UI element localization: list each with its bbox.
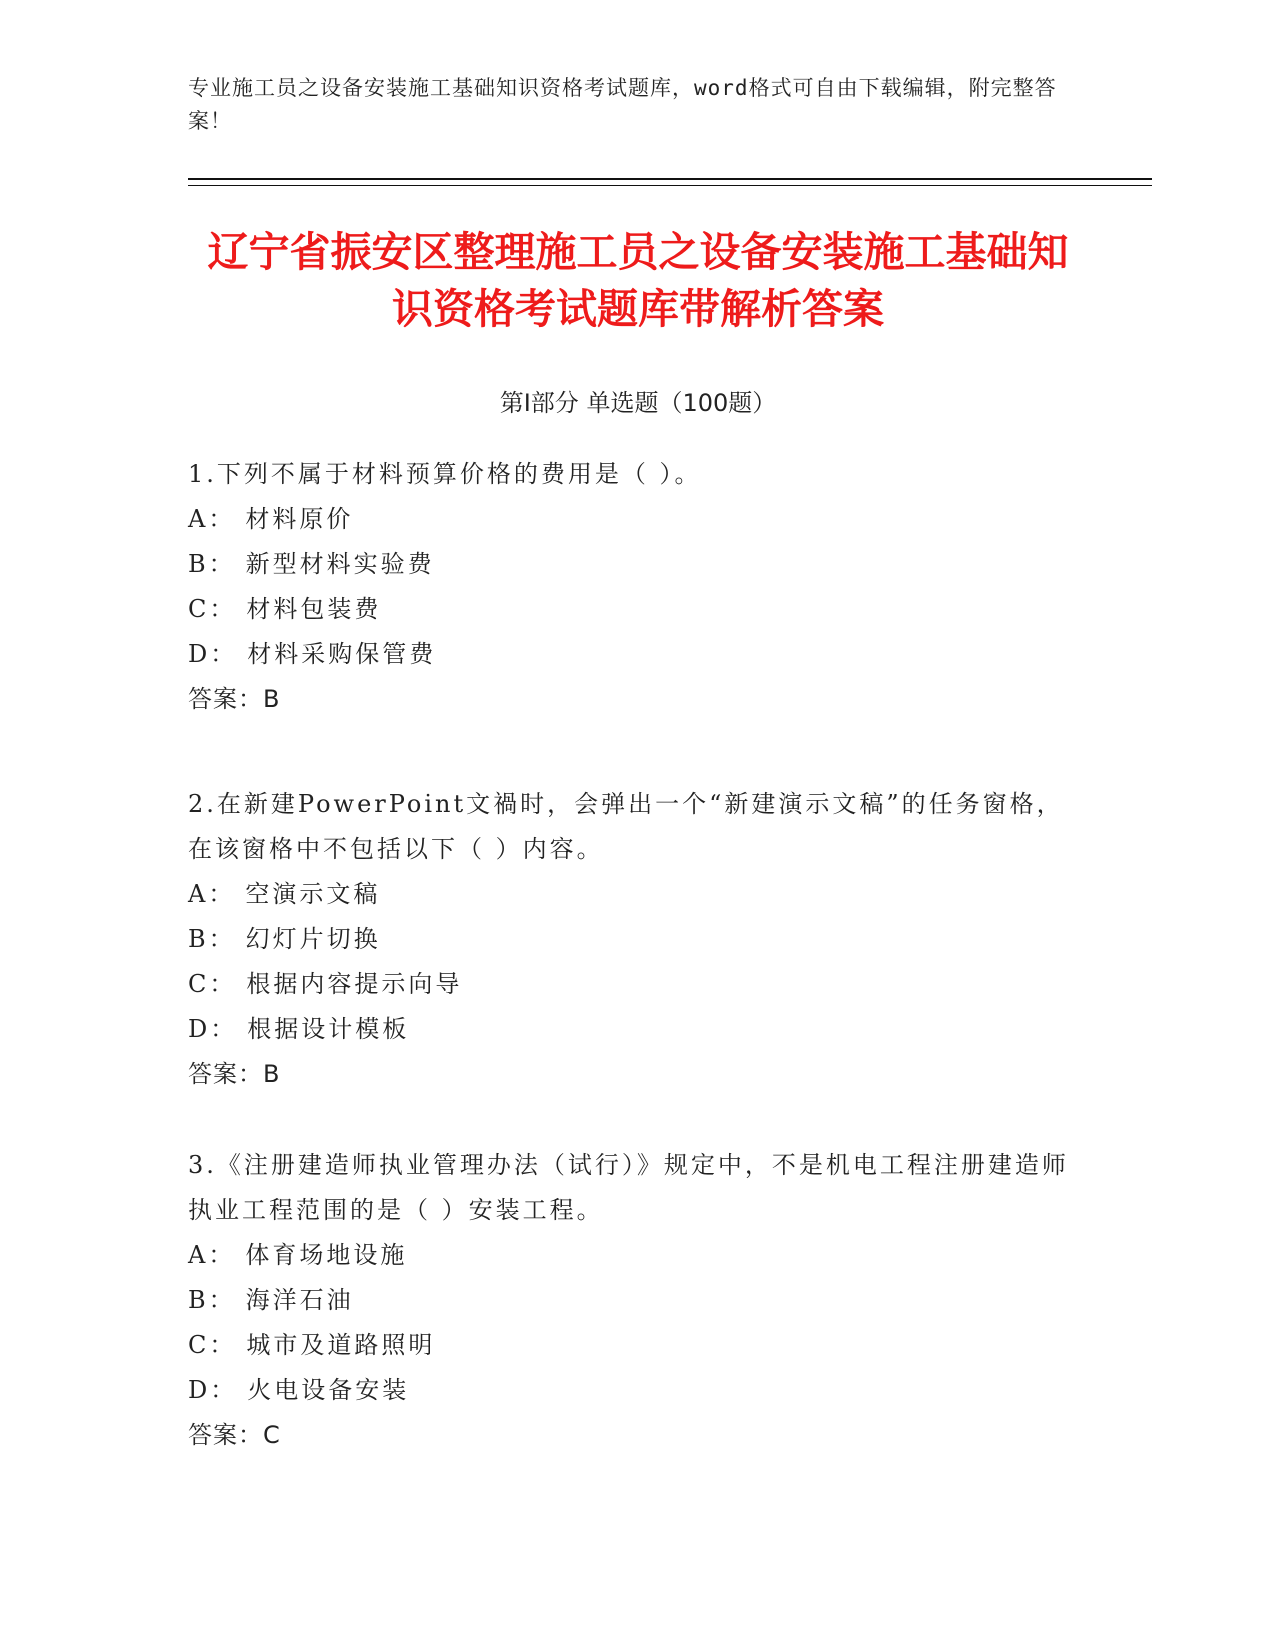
option-a	[188, 872, 1088, 917]
option-letter: C	[188, 1331, 210, 1359]
option-text: 火电设备安装	[247, 1376, 410, 1404]
option-separator: ：	[209, 1331, 237, 1359]
option-separator: ：	[208, 550, 236, 578]
option-text: 材料包装费	[246, 595, 382, 623]
option-text: 根据设计模板	[247, 1015, 410, 1043]
option-letter: B	[188, 925, 209, 953]
option-letter: D	[188, 1376, 211, 1404]
header-divider-thin	[188, 185, 1152, 186]
option-separator: ：	[210, 640, 238, 668]
option-separator: ：	[210, 1376, 238, 1404]
answer-line: 答案：B	[188, 1060, 281, 1088]
question-2	[188, 782, 1088, 1097]
option-text: 城市及道路照明	[246, 1331, 436, 1359]
option-text: 新型材料实验费	[245, 550, 435, 578]
option-letter: C	[188, 595, 210, 623]
option-letter: D	[188, 1015, 211, 1043]
option-text: 海洋石油	[245, 1286, 354, 1314]
option-letter: A	[188, 880, 209, 908]
option-text: 材料原价	[245, 505, 354, 533]
header-note: 专业施工员之设备安装施工基础知识资格考试题库，word格式可自由下载编辑，附完整答案！	[188, 76, 1057, 133]
option-b	[188, 1278, 1088, 1323]
answer-line: 答案：C	[188, 1421, 281, 1449]
option-separator: ：	[208, 880, 236, 908]
option-separator: ：	[208, 1286, 236, 1314]
option-a	[188, 1233, 1088, 1278]
question-3	[188, 1143, 1088, 1458]
option-separator: ：	[208, 925, 236, 953]
option-text: 空演示文稿	[245, 880, 381, 908]
question-stem: 3.《注册建造师执业管理办法（试行）》规定中，不是机电工程注册建造师执业工程范围的是（ ）安装工程。	[188, 1151, 1069, 1224]
option-c	[188, 962, 1088, 1007]
option-c	[188, 587, 1088, 632]
question-stem: 1.下列不属于材料预算价格的费用是（ ）。	[188, 460, 702, 488]
option-separator: ：	[209, 595, 237, 623]
option-letter: B	[188, 550, 209, 578]
header-divider-thick	[188, 178, 1152, 180]
question-1	[188, 452, 1088, 722]
option-text: 体育场地设施	[245, 1241, 408, 1269]
option-text: 幻灯片切换	[245, 925, 381, 953]
option-b	[188, 917, 1088, 962]
option-letter: D	[188, 640, 211, 668]
option-c	[188, 1323, 1088, 1368]
option-letter: B	[188, 1286, 209, 1314]
option-b	[188, 542, 1088, 587]
option-text: 材料采购保管费	[247, 640, 437, 668]
option-separator: ：	[208, 505, 236, 533]
option-d	[188, 1368, 1088, 1413]
option-letter: C	[188, 970, 210, 998]
option-a	[188, 497, 1088, 542]
option-separator: ：	[209, 970, 237, 998]
option-letter: A	[188, 505, 209, 533]
option-letter: A	[188, 1241, 209, 1269]
document-title: 辽宁省振安区整理施工员之设备安装施工基础知识资格考试题库带解析答案	[207, 228, 1069, 333]
answer-line: 答案：B	[188, 685, 281, 713]
option-d	[188, 1007, 1088, 1052]
option-d	[188, 632, 1088, 677]
option-separator: ：	[210, 1015, 238, 1043]
section-heading: 第Ⅰ部分 单选题（100题）	[499, 389, 777, 417]
question-stem: 2.在新建PowerPoint文禍时，会弹出一个“新建演示文稿”的任务窗格，在该窗格中不包括以下（ ）内容。	[188, 790, 1064, 863]
option-text: 根据内容提示向导	[246, 970, 463, 998]
option-separator: ：	[208, 1241, 236, 1269]
